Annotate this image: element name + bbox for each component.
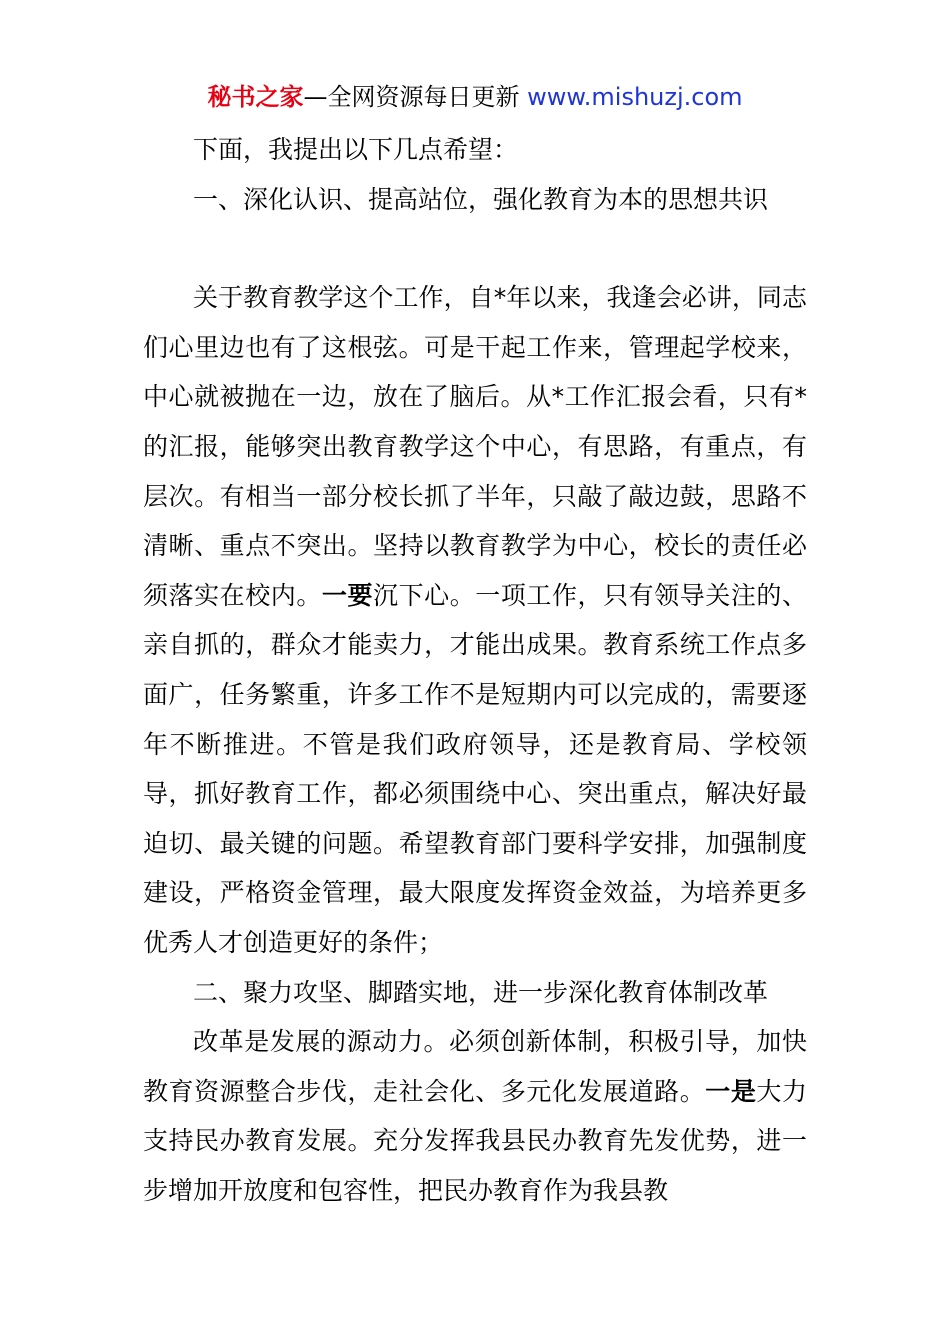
section-heading-1: 一、深化认识、提高站位，强化教育为本的思想共识 — [193, 184, 769, 214]
brand-name: 秘书之家 — [207, 83, 304, 111]
site-header — [0, 80, 950, 114]
site-url-link[interactable]: www.mishuzj.com — [527, 83, 743, 111]
section-heading-2: 二、聚力攻坚、脚踏实地，进一步深化教育体制改革 — [193, 977, 769, 1007]
section-1-paragraph — [143, 273, 807, 967]
paragraph-text: 大力支持民办教育发展。充分发挥我县民办教育先发优势，进一步增加开放度和包容性，把民办教育作为我县教 — [143, 1076, 807, 1205]
paragraph-text: 沉下心。一项工作，只有领导关注的、亲自抓的，群众才能卖力，才能出成果。教育系统工作点多面广，任务繁重，许多工作不是短期内可以完成的，需要逐年不断推进。不管是我们政府领导，还是教育局、学校领导，抓好教育工作，都必须围绕中心、突出重点，解决好最迫切、最关键的问题。希望教育部门要科学安排，加强制度建设，严格资金管理，最大限度发挥资金效益，为培养更多优秀人才创造更好的条件； — [143, 580, 807, 957]
emphasis-text: 一要 — [321, 580, 374, 610]
paragraph-text: 改革是发展的源动力。必须创新体制，积极引导，加快教育资源整合步伐，走社会化、多元化发展道路。 — [143, 1027, 807, 1106]
section-2-paragraph — [143, 1017, 807, 1215]
header-tagline: —全网资源每日更新 — [303, 83, 528, 111]
intro-paragraph: 下面，我提出以下几点希望： — [193, 135, 519, 164]
document-body — [143, 125, 807, 1215]
emphasis-text: 一是 — [705, 1076, 757, 1106]
paragraph-text: 关于教育教学这个工作，自*年以来，我逢会必讲，同志们心里边也有了这根弦。可是干起工作来，管理起学校来，中心就被抛在一边，放在了脑后。从*工作汇报会看，只有*的汇报，能够突出教育教学这个中心，有思路，有重点，有层次。有相当一部分校长抓了半年，只敲了敲边鼓，思路不清晰、重点不突出。坚持以教育教学为中心，校长的责任必须落实在校内。 — [143, 283, 807, 610]
